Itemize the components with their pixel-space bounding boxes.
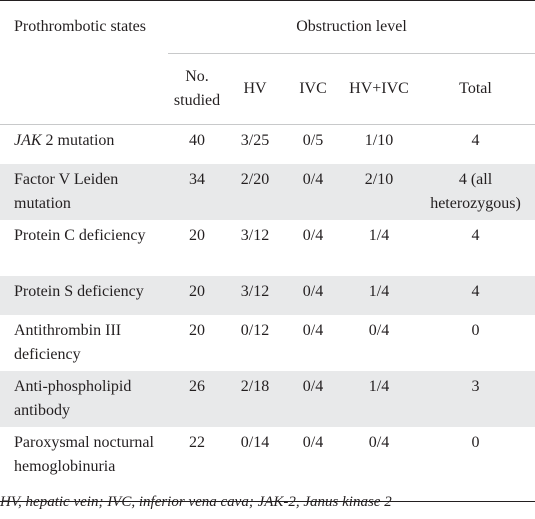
cell-hv-ivc: 1/4 <box>342 276 416 315</box>
cell-hv: 0/14 <box>226 427 284 502</box>
cell-hv: 3/25 <box>226 125 284 165</box>
state-text: Antithrombin III deficiency <box>14 322 122 363</box>
table-row <box>0 125 535 165</box>
header-hv-ivc: HV+IVC <box>349 80 409 97</box>
cell-hv-ivc: 0/4 <box>342 427 416 502</box>
state-text: Anti-phospholipid antibody <box>14 378 132 419</box>
state-italic-part: JAK <box>14 132 42 149</box>
cell-ivc: 0/4 <box>284 427 342 502</box>
cell-no-studied: 20 <box>189 322 205 339</box>
cell-prothrombotic-state <box>0 315 168 371</box>
cell-total: 4 <box>416 125 535 165</box>
table-body <box>0 125 535 502</box>
header-row-columns <box>0 54 535 125</box>
cell-ivc: 0/4 <box>284 276 342 315</box>
cell-no-studied: 26 <box>168 371 226 427</box>
cell-hv-ivc: 1/4 <box>342 371 416 427</box>
cell-total: 4 <box>471 227 480 244</box>
header-row-top <box>0 1 535 54</box>
cell-prothrombotic-state <box>0 125 168 165</box>
cell-total: 0 <box>471 322 480 339</box>
cell-prothrombotic-state <box>0 371 168 427</box>
cell-total: 4 <box>416 276 535 315</box>
state-text: Protein C deficiency <box>14 227 146 244</box>
cell-hv: 2/20 <box>226 164 284 220</box>
state-text: Protein S deficiency <box>14 283 144 300</box>
table-row <box>0 164 535 220</box>
cell-no-studied: 20 <box>168 276 226 315</box>
header-ivc: IVC <box>299 80 327 97</box>
cell-ivc: 0/4 <box>302 322 324 339</box>
cell-ivc: 0/4 <box>284 164 342 220</box>
cell-ivc: 0/5 <box>284 125 342 165</box>
cell-prothrombotic-state <box>0 220 168 276</box>
cell-no-studied: 34 <box>168 164 226 220</box>
cell-total: 0 <box>416 427 535 502</box>
cell-no-studied: 22 <box>168 427 226 502</box>
table-row <box>0 276 535 315</box>
cell-hv: 3/12 <box>226 276 284 315</box>
state-text: 2 mutation <box>41 132 115 149</box>
table-row <box>0 371 535 427</box>
table-row <box>0 220 535 276</box>
cell-hv: 3/12 <box>240 227 270 244</box>
cell-no-studied: 20 <box>189 227 205 244</box>
cell-hv-ivc: 0/4 <box>368 322 390 339</box>
state-text: Paroxysmal nocturnal hemoglobinuria <box>14 434 154 475</box>
cell-total: 4 (all heterozygous) <box>416 164 535 220</box>
cell-hv-ivc: 2/10 <box>342 164 416 220</box>
cell-hv-ivc: 1/4 <box>368 227 390 244</box>
header-prothrombotic-states: Prothrombotic states <box>14 18 146 36</box>
cell-prothrombotic-state <box>0 164 168 220</box>
header-hv: HV <box>243 80 267 97</box>
table-footnote: HV, hepatic vein; IVC, inferior vena cava; JAK-2, Janus kinase 2 <box>0 494 392 510</box>
cell-prothrombotic-state <box>0 427 168 502</box>
cell-prothrombotic-state <box>0 276 168 315</box>
header-no-studied: No. studied <box>173 68 221 109</box>
state-text: Factor V Leiden mutation <box>14 171 119 212</box>
cell-hv: 0/12 <box>240 322 270 339</box>
table-row <box>0 315 535 371</box>
header-empty <box>0 54 168 125</box>
cell-hv-ivc: 1/10 <box>342 125 416 165</box>
header-obstruction-level: Obstruction level <box>168 1 535 54</box>
header-total: Total <box>459 80 492 97</box>
cell-hv: 2/18 <box>226 371 284 427</box>
cell-ivc: 0/4 <box>302 227 324 244</box>
cell-ivc: 0/4 <box>284 371 342 427</box>
cell-no-studied: 40 <box>168 125 226 165</box>
table-row <box>0 427 535 502</box>
cell-total: 3 <box>416 371 535 427</box>
